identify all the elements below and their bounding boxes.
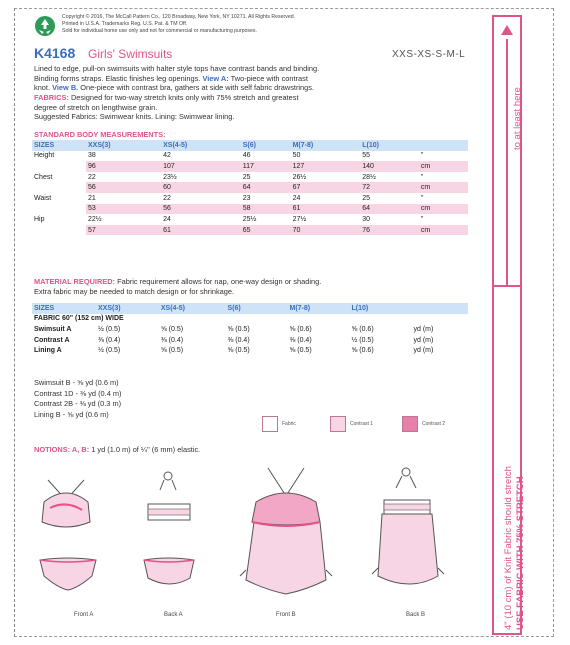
row-label: Contrast A xyxy=(34,336,70,344)
table-cell xyxy=(457,225,468,236)
table-cell: ⅜ (0.4) xyxy=(227,336,250,344)
row-label: Chest xyxy=(34,173,53,181)
table-cell: ⅝ (0.6) xyxy=(351,347,374,355)
table-cell xyxy=(457,193,468,204)
table-cell: 38 xyxy=(88,152,96,160)
table-cell xyxy=(457,172,468,183)
table-row xyxy=(32,172,468,183)
table-cell: ⅜ (0.4) xyxy=(98,336,121,344)
table-cell: 27½ xyxy=(292,215,307,223)
table-cell: ⅝ (0.6) xyxy=(289,325,312,333)
view-b-requirements xyxy=(34,378,474,420)
legend-swatch-contrast-1 xyxy=(330,416,346,432)
caption-front-b: Front B xyxy=(276,612,296,618)
table-cell: 64 xyxy=(360,204,419,215)
table-cell: 22 xyxy=(163,194,171,202)
table-row xyxy=(32,335,468,346)
table-row xyxy=(32,193,468,204)
description-line-3: knot. View B. One-piece with contrast bra, gathers at side with self fabric drawstrings. xyxy=(34,83,315,92)
fabrics-label: FABRICS: xyxy=(34,93,69,102)
row-label xyxy=(32,182,86,193)
body-measurements-heading: STANDARD BODY MEASUREMENTS: xyxy=(34,130,166,139)
header-cell: SIZES xyxy=(32,140,86,151)
header-cell: S(6) xyxy=(241,140,291,151)
table-cell: 61 xyxy=(161,225,241,236)
cut-line-top xyxy=(14,8,554,9)
copyright-block xyxy=(62,14,402,35)
fabric-width-row xyxy=(32,314,468,325)
garment-illustrations xyxy=(30,460,490,630)
material-header-row xyxy=(32,303,468,314)
copyright-line: Copyright © 2016, The McCall Pattern Co., 120 Broadway, New York, NY 10271. All Rights Reserved. xyxy=(62,14,296,20)
fabrics-line-1: FABRICS: Designed for two-way stretch knits only with 75% stretch and greatest xyxy=(34,93,299,102)
material-line-1: MATERIAL REQUIRED: Fabric requirement allows for nap, one-way design or shading. xyxy=(34,277,322,286)
header-cell: L(10) xyxy=(360,140,419,151)
body-measurements-header-row xyxy=(32,140,468,151)
table-cell: 25 xyxy=(362,194,371,202)
row-label: Swimsuit A xyxy=(34,325,72,333)
material-line-2: Extra fabric may be needed to match design or for shrinkage. xyxy=(34,286,235,296)
stretch-bottom-text-1: 4" (10 cm) of Knit Fabric should stretch xyxy=(503,466,514,630)
table-cell: 61 xyxy=(291,204,361,215)
stretch-arrow-line xyxy=(506,39,508,285)
view-b-line-1: Contrast 1D - ⅜ yd (0.4 m) xyxy=(34,388,122,398)
table-cell: ⅝ (0.5) xyxy=(289,347,312,355)
front-a-illustration xyxy=(40,480,96,590)
table-cell: cm xyxy=(419,225,457,236)
table-row xyxy=(32,225,468,236)
legend-label-contrast-1: Contrast 1 xyxy=(350,421,374,427)
view-a-label: View A: xyxy=(202,73,229,83)
fabrics-line-2: degree of stretch on lengthwise grain. xyxy=(34,102,158,112)
table-cell: ½ (0.5) xyxy=(351,336,374,344)
table-cell: 22½ xyxy=(88,215,102,223)
caption-back-b: Back B xyxy=(406,612,426,618)
body-measurements-table xyxy=(32,140,468,235)
row-label xyxy=(32,161,86,172)
row-label xyxy=(32,204,86,215)
pattern-title: Girls' Swimsuits xyxy=(88,47,173,61)
table-cell: 25½ xyxy=(242,215,257,223)
table-cell: 50 xyxy=(292,152,301,160)
table-cell: 22 xyxy=(88,173,96,181)
table-cell: ⅝ (0.6) xyxy=(351,325,374,333)
table-row xyxy=(32,324,468,335)
table-cell: 24 xyxy=(163,215,171,223)
header-cell: M(7-8) xyxy=(291,140,361,151)
row-label: Height xyxy=(34,152,55,160)
printed-line: Printed in U.S.A. Trademarks Reg. U.S. Pat. & TM Off. xyxy=(62,21,188,27)
table-cell: 72 xyxy=(360,182,419,193)
table-cell xyxy=(457,161,468,172)
table-cell: 55 xyxy=(362,152,371,160)
table-cell: 58 xyxy=(241,204,291,215)
legend-swatch-fabric xyxy=(262,416,278,432)
header-cell: XXS(3) xyxy=(96,303,159,314)
table-row xyxy=(32,182,468,193)
table-cell: ⅝ (0.5) xyxy=(227,325,250,333)
row-label: Hip xyxy=(34,215,45,223)
header-cell xyxy=(411,303,468,314)
header-cell: M(7-8) xyxy=(287,303,349,314)
row-label xyxy=(32,225,86,236)
material-section xyxy=(34,277,474,296)
table-cell: 28½ xyxy=(362,173,376,181)
notions: NOTIONS: A, B: 1 yd (1.0 m) of ¼" (6 mm) elastic. xyxy=(34,445,201,454)
table-cell xyxy=(457,214,468,225)
table-cell: yd (m) xyxy=(413,336,434,344)
stretch-divider xyxy=(494,285,520,287)
stretch-top-text: to at least here xyxy=(512,87,523,150)
table-row xyxy=(32,161,468,172)
material-label: MATERIAL REQUIRED: xyxy=(34,277,116,286)
table-cell: ½ (0.5) xyxy=(98,325,121,333)
cut-line-right xyxy=(553,8,554,637)
pattern-code: K4168 xyxy=(34,45,76,61)
table-cell: cm xyxy=(419,161,457,172)
material-table xyxy=(32,303,468,356)
table-cell: 70 xyxy=(291,225,361,236)
sold-line: Sold for individual home use only and not for commercial or manufacturing purposes. xyxy=(62,28,257,34)
table-cell: 23½ xyxy=(163,173,177,181)
table-cell xyxy=(457,204,468,215)
header-cell: XS(4-5) xyxy=(159,303,226,314)
table-cell: 140 xyxy=(360,161,419,172)
table-row xyxy=(32,151,468,162)
table-cell: 107 xyxy=(161,161,241,172)
table-cell: yd (m) xyxy=(413,347,434,355)
cut-line-bottom xyxy=(14,636,554,637)
stretch-bottom-text-2: USE FABRIC WITH 75% STRETCH xyxy=(515,476,526,630)
table-cell: 25 xyxy=(242,173,251,181)
table-cell: 24 xyxy=(292,194,301,202)
table-cell: 76 xyxy=(360,225,419,236)
table-cell: ⅝ (0.5) xyxy=(160,347,184,355)
table-cell: ⅝ (0.5) xyxy=(227,347,250,355)
table-cell: 57 xyxy=(86,225,161,236)
header-cell: L(10) xyxy=(349,303,411,314)
table-cell xyxy=(457,182,468,193)
row-label: Lining A xyxy=(34,347,62,355)
table-cell: " xyxy=(420,152,424,160)
size-range: XXS-XS-S-M-L xyxy=(392,49,466,60)
recycle-icon xyxy=(34,15,56,37)
table-cell: " xyxy=(420,173,424,181)
header-cell: XXS(3) xyxy=(86,140,161,151)
view-b-line-0: Swimsuit B - ⅝ yd (0.6 m) xyxy=(34,378,119,387)
table-cell: 42 xyxy=(163,152,171,160)
back-a-illustration xyxy=(144,472,194,584)
header-cell: SIZES xyxy=(32,303,96,314)
caption-front-a: Front A xyxy=(74,612,94,618)
table-cell: 23 xyxy=(242,194,251,202)
table-cell: 56 xyxy=(86,182,161,193)
description-line-1: Lined to edge, pull-on swimsuits with halter style tops have contrast bands and binding. xyxy=(34,64,320,73)
legend-swatch-contrast-2 xyxy=(402,416,418,432)
fabrics-section xyxy=(34,93,474,122)
front-b-illustration xyxy=(240,468,332,594)
table-cell: 65 xyxy=(241,225,291,236)
table-cell: ½ (0.5) xyxy=(98,347,121,355)
table-cell: yd (m) xyxy=(413,325,434,333)
table-row xyxy=(32,345,468,356)
cut-line-left xyxy=(14,8,15,637)
header-cell xyxy=(419,140,457,151)
table-cell: ⅜ (0.4) xyxy=(289,336,312,344)
table-cell: " xyxy=(420,194,424,202)
table-cell: ⅜ (0.4) xyxy=(160,336,184,344)
table-cell: cm xyxy=(419,204,457,215)
table-cell: 96 xyxy=(86,161,161,172)
table-cell: 127 xyxy=(291,161,361,172)
description xyxy=(34,64,474,93)
back-b-illustration xyxy=(372,468,444,584)
fabric-width-label: FABRIC 60" (152 cm) WIDE xyxy=(34,315,124,323)
table-cell: 60 xyxy=(161,182,241,193)
table-cell: ⅝ (0.5) xyxy=(160,325,184,333)
caption-back-a: Back A xyxy=(164,612,183,618)
table-cell: 64 xyxy=(241,182,291,193)
table-row xyxy=(32,204,468,215)
table-cell: 30 xyxy=(362,215,371,223)
description-line-2: Binding forms straps. Elastic finishes leg openings. View A: Two-piece with contrast xyxy=(34,73,308,83)
table-cell xyxy=(457,151,468,162)
header-cell: S(6) xyxy=(225,303,287,314)
header-cell: XS(4-5) xyxy=(161,140,241,151)
legend-label-fabric: Fabric xyxy=(282,421,296,427)
notions-label: NOTIONS: A, B: xyxy=(34,445,90,454)
table-cell: 67 xyxy=(291,182,361,193)
view-b-label: View B. xyxy=(52,83,79,92)
table-cell: " xyxy=(420,215,424,223)
table-cell: 56 xyxy=(161,204,241,215)
fabrics-suggested: Suggested Fabrics: Swimwear knits. Lining: Swimwear lining. xyxy=(34,112,235,121)
row-label: Waist xyxy=(34,194,52,202)
header-cell xyxy=(457,140,468,151)
table-row xyxy=(32,214,468,225)
arrow-up-icon xyxy=(501,25,513,35)
table-cell: 46 xyxy=(242,152,251,160)
table-cell: 117 xyxy=(241,161,291,172)
table-cell: cm xyxy=(419,182,457,193)
legend-label-contrast-2: Contrast 2 xyxy=(422,421,446,427)
table-cell: 53 xyxy=(86,204,161,215)
table-cell: 21 xyxy=(88,194,96,202)
view-b-line-3: Lining B - ⅝ yd (0.6 m) xyxy=(34,409,109,419)
table-cell: 26½ xyxy=(292,173,307,181)
view-b-line-2: Contrast 2B - ⅜ yd (0.3 m) xyxy=(34,399,122,408)
